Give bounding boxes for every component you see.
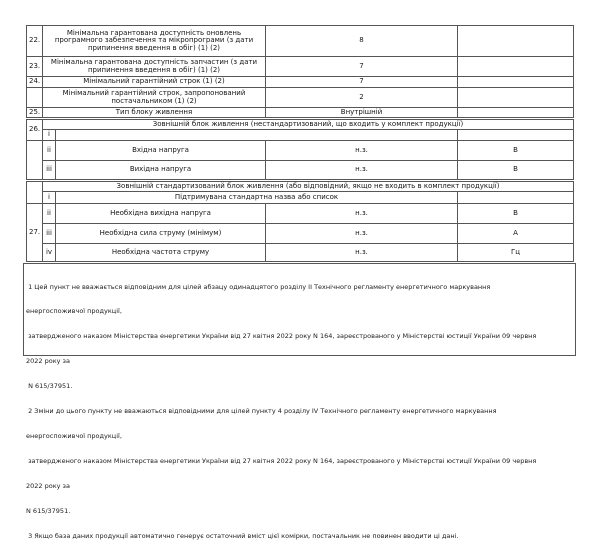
row-value: н.з.: [266, 161, 458, 181]
row-unit: [458, 108, 574, 119]
row-value: н.з.: [266, 141, 458, 161]
spec-table: [26, 25, 574, 262]
footnote-line: 2022 року за: [26, 481, 70, 490]
row-unit: [458, 57, 574, 77]
row-unit: В: [458, 161, 574, 181]
table-row-26-i: [27, 130, 574, 141]
block-26-header: Зовнішній блок живлення (нестандартизований, що входить у комплект продукції): [43, 119, 574, 130]
footnote-line: 2022 року за: [26, 357, 70, 366]
row-label: Вихідна напруга: [56, 161, 266, 181]
footnote-line: 1 Цей пункт не вважається відповідним для цілей абзацу одинадцятого розділу II Технічного регламенту енергетичного маркування: [26, 282, 491, 291]
row-number: 27.: [27, 204, 43, 262]
row-unit: А: [458, 224, 574, 244]
table-row-25: [27, 108, 574, 119]
table-row-27-header: [27, 181, 574, 192]
subrow-index: i: [43, 130, 56, 141]
table-row-23: [27, 57, 574, 77]
row-value: н.з.: [266, 224, 458, 244]
row-number: 22.: [27, 26, 43, 57]
subrow-index: iv: [43, 244, 56, 262]
footnote-line: енергоспоживчої продукції,: [26, 307, 122, 316]
table-row-27-i: [27, 192, 574, 204]
row-number: 24.: [27, 77, 43, 88]
row-label: Мінімальна гарантована доступність запчастин (з дати припинення введення в обіг) (1) (2): [43, 57, 266, 77]
subrow-index: i: [43, 192, 56, 204]
row-label: Підтримувана стандартна назва або список: [56, 192, 458, 204]
row-unit: [458, 77, 574, 88]
row-unit: [458, 192, 574, 204]
row-number: 26.: [27, 119, 43, 141]
row-unit: [458, 26, 574, 57]
row-value: 2: [266, 88, 458, 108]
row-label: Необхідна частота струму: [56, 244, 266, 262]
row-value: 7: [266, 57, 458, 77]
table-row-24: [27, 77, 574, 88]
row-unit: В: [458, 204, 574, 224]
row-value: Внутрішній: [266, 108, 458, 119]
row-value: н.з.: [266, 204, 458, 224]
footnote-line: 3 Якщо база даних продукції автоматично генерує остаточний вміст цієї комірки, постачальник не повинен вводити ці дані.: [26, 531, 459, 540]
subrow-index: iii: [43, 224, 56, 244]
row-unit: [458, 130, 574, 141]
table-row-26-iii: [27, 161, 574, 181]
table-row-26-header: [27, 119, 574, 130]
footnote-line: N 615/37951.: [26, 506, 71, 515]
row-unit: [458, 88, 574, 108]
footnote-line: енергоспоживчої продукції,: [26, 431, 122, 440]
table-row-26-ii: [27, 141, 574, 161]
table-row-27-iv: [27, 244, 574, 262]
table-row-27-ii: [27, 204, 574, 224]
row-value: н.з.: [266, 244, 458, 262]
row-label: Мінімальна гарантована доступність оновлень програмного забезпечення та мікропрограми (з дати припинення введення в обіг) (1) (2): [43, 26, 266, 57]
row-label: Необхідна вихідна напруга: [56, 204, 266, 224]
row-label: Необхідна сила струму (мінімум): [56, 224, 266, 244]
block-27-header: Зовнішній стандартизований блок живлення (або відповідний, якщо не входить в комплект продукції): [43, 181, 574, 192]
row-unit: Гц: [458, 244, 574, 262]
row-number: [27, 181, 43, 204]
table-row-24b: [27, 88, 574, 108]
row-label: Мінімальний гарантійний строк (1) (2): [43, 77, 266, 88]
table-row-27-iii: [27, 224, 574, 244]
row-value: 8: [266, 26, 458, 57]
subrow-index: iii: [43, 161, 56, 181]
subrow-index: ii: [43, 141, 56, 161]
row-number: [27, 88, 43, 108]
row-number: [27, 141, 43, 181]
footnote-line: затвердженого наказом Міністерства енергетики України від 27 квітня 2022 року N 164, зареєстрованого у Міністерстві юстиції України 09 червня: [26, 456, 537, 465]
row-label: Тип блоку живлення: [43, 108, 266, 119]
row-label: Вхідна напруга: [56, 141, 266, 161]
row-number: 25.: [27, 108, 43, 119]
row-number: 23.: [27, 57, 43, 77]
footnote-line: 2 Зміни до цього пункту не вважаються відповідними для цілей пункту 4 розділу IV Технічного регламенту енергетичного маркування: [26, 407, 497, 416]
row-unit: В: [458, 141, 574, 161]
row-label: Мінімальний гарантійний строк, запропонований постачальником (1) (2): [43, 88, 266, 108]
footnote-line: затвердженого наказом Міністерства енергетики України від 27 квітня 2022 року N 164, зареєстрованого у Міністерстві юстиції України 09 червня: [26, 332, 537, 341]
row-label: [56, 130, 458, 141]
table-row-22: [27, 26, 574, 57]
footnote-line: N 615/37951.: [26, 382, 73, 391]
subrow-index: ii: [43, 204, 56, 224]
row-value: 7: [266, 77, 458, 88]
footnotes-box: [23, 263, 576, 540]
